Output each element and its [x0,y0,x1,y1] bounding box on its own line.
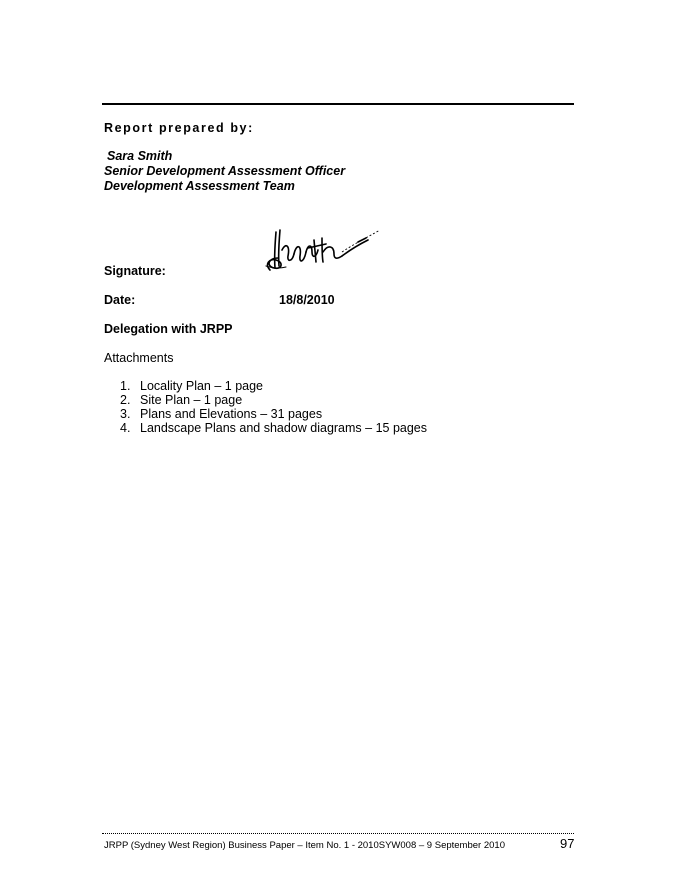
list-item [120,393,427,407]
report-prepared-heading: Report prepared by: [104,121,254,135]
list-item-number: 2. [120,393,131,407]
date-label: Date: [104,293,136,307]
signature-label: Signature: [104,264,166,278]
list-item-number: 3. [120,407,131,421]
list-item-text: Locality Plan – 1 page [140,379,264,393]
list-item-text: Site Plan – 1 page [140,393,243,407]
list-item-number: 1. [120,379,131,393]
list-item-text: Plans and Elevations – 31 pages [140,407,323,421]
footer-divider [102,833,574,834]
author-name: Sara Smith [107,149,173,163]
page-number: 97 [560,836,575,851]
author-team: Development Assessment Team [104,179,295,193]
list-item [120,421,427,435]
delegation-heading: Delegation with JRPP [104,322,233,336]
list-item-number: 4. [120,421,131,435]
author-title: Senior Development Assessment Officer [104,164,346,178]
list-item [120,407,427,421]
date-value: 18/8/2010 [279,293,335,307]
signature-image [256,222,382,278]
list-item-text: Landscape Plans and shadow diagrams – 15 pages [140,421,428,435]
attachments-list [120,379,427,435]
footer-text: JRPP (Sydney West Region) Business Paper – Item No. 1 - 2010SYW008 – 9 September 2010 [104,840,505,851]
list-item [120,379,427,393]
top-divider [102,103,574,105]
author-block [104,149,345,194]
attachments-label: Attachments [104,351,174,365]
